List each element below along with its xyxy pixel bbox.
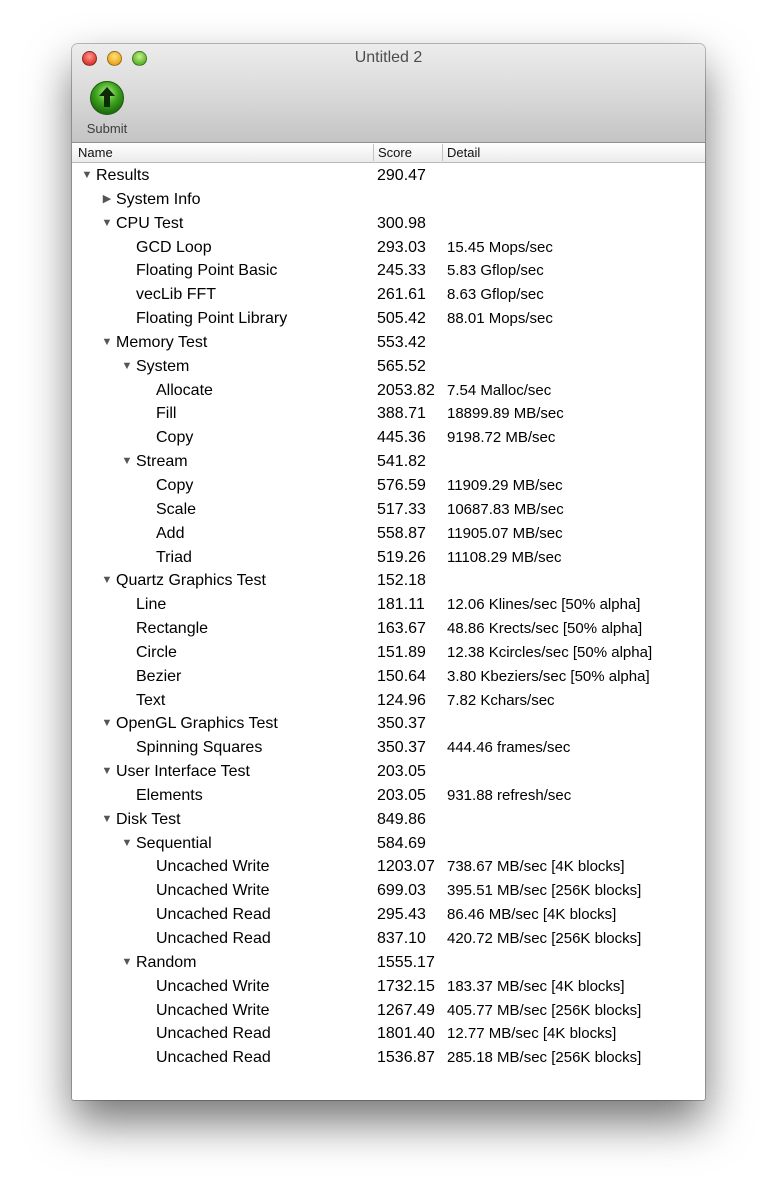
row-score: 300.98 (377, 214, 426, 232)
table-row[interactable] (72, 522, 705, 546)
row-name: vecLib FFT (136, 286, 217, 304)
row-name: Line (136, 596, 167, 614)
row-score: 576.59 (377, 476, 426, 494)
table-row[interactable] (72, 546, 705, 570)
row-score: 445.36 (377, 429, 426, 447)
row-score: 150.64 (377, 667, 426, 685)
disclosure-open-icon[interactable]: ▼ (121, 955, 133, 968)
row-detail: 395.51 MB/sec [256K blocks] (447, 882, 642, 900)
row-detail: 8.63 Gflop/sec (447, 286, 544, 304)
row-detail: 183.37 MB/sec [4K blocks] (447, 977, 625, 995)
table-row[interactable] (72, 975, 705, 999)
titlebar (72, 44, 705, 143)
row-name: Uncached Read (156, 1025, 271, 1043)
results-outline (72, 164, 705, 1070)
disclosure-open-icon[interactable]: ▼ (121, 359, 133, 372)
row-name: Stream (136, 453, 188, 471)
row-name: Uncached Read (156, 906, 271, 924)
row-detail: 10687.83 MB/sec (447, 500, 564, 518)
row-name: Text (136, 691, 166, 709)
table-row[interactable] (72, 259, 705, 283)
column-header-detail[interactable]: Detail (442, 144, 480, 161)
row-name: Uncached Read (156, 930, 271, 947)
row-name: System (136, 357, 190, 375)
row-score: 151.89 (377, 643, 426, 661)
row-score: 565.52 (377, 357, 426, 375)
row-detail: 88.01 Mops/sec (447, 310, 553, 328)
row-detail: 285.18 MB/sec [256K blocks] (447, 1049, 642, 1067)
row-detail: 11905.07 MB/sec (447, 524, 563, 542)
upload-arrow-icon (89, 80, 125, 116)
table-row[interactable] (72, 1022, 705, 1046)
row-score: 1801.40 (377, 1025, 435, 1043)
row-name: GCD Loop (136, 238, 212, 256)
row-name: Uncached Write (156, 882, 270, 900)
table-row[interactable] (72, 188, 705, 212)
disclosure-open-icon[interactable]: ▼ (121, 455, 133, 468)
row-detail: 420.72 MB/sec [256K blocks] (447, 930, 642, 947)
table-row[interactable] (72, 736, 705, 760)
row-score: 388.71 (377, 405, 426, 423)
row-name: Add (156, 524, 185, 542)
row-score: 699.03 (377, 882, 426, 900)
row-score: 124.96 (377, 691, 426, 709)
row-score: 541.82 (377, 453, 426, 471)
row-score: 245.33 (377, 262, 426, 280)
disclosure-open-icon[interactable]: ▼ (101, 812, 113, 825)
row-detail: 15.45 Mops/sec (447, 238, 553, 256)
row-name: CPU Test (116, 214, 184, 232)
app-window (72, 44, 705, 1100)
row-score: 350.37 (377, 715, 426, 733)
row-score: 519.26 (377, 548, 426, 566)
row-detail: 5.83 Gflop/sec (447, 262, 544, 280)
row-name: Random (136, 953, 197, 971)
table-row[interactable] (72, 283, 705, 307)
row-score: 1203.07 (377, 858, 435, 876)
row-detail: 48.86 Krects/sec [50% alpha] (447, 620, 643, 638)
row-name: Elements (136, 786, 203, 804)
disclosure-closed-icon[interactable]: ▶ (102, 192, 112, 205)
row-name: Floating Point Basic (136, 262, 278, 280)
row-score: 1555.17 (377, 953, 435, 971)
table-row[interactable] (72, 569, 705, 593)
row-score: 203.05 (377, 786, 426, 804)
table-row[interactable] (72, 474, 705, 498)
table-row[interactable] (72, 903, 705, 927)
table-row[interactable] (72, 593, 705, 617)
table-row[interactable] (72, 879, 705, 903)
table-row[interactable] (72, 665, 705, 689)
table-row[interactable] (72, 617, 705, 641)
row-name: Memory Test (116, 333, 208, 351)
table-row[interactable] (72, 355, 705, 379)
row-detail: 18899.89 MB/sec (447, 405, 564, 423)
table-row[interactable] (72, 450, 705, 474)
row-name: Disk Test (116, 810, 181, 828)
table-row[interactable] (72, 379, 705, 403)
window-title: Untitled 2 (354, 49, 423, 66)
row-detail: 7.54 Malloc/sec (447, 381, 552, 399)
table-row[interactable] (72, 712, 705, 736)
row-name: Floating Point Library (136, 310, 288, 328)
table-row[interactable] (72, 1046, 705, 1070)
row-score: 290.47 (377, 167, 426, 184)
disclosure-open-icon[interactable]: ▼ (101, 765, 113, 778)
row-score: 1732.15 (377, 977, 435, 995)
row-detail: 9198.72 MB/sec (447, 429, 556, 447)
table-row[interactable] (72, 164, 705, 188)
column-header-score[interactable]: Score (373, 144, 412, 161)
row-score: 2053.82 (377, 381, 435, 399)
row-score: 261.61 (377, 286, 426, 304)
row-detail: 7.82 Kchars/sec (447, 691, 555, 709)
table-row[interactable] (72, 832, 705, 856)
table-row[interactable] (72, 784, 705, 808)
disclosure-open-icon[interactable]: ▼ (101, 717, 113, 730)
table-row[interactable] (72, 307, 705, 331)
row-name: Uncached Write (156, 858, 270, 876)
table-row[interactable] (72, 331, 705, 355)
row-name: Bezier (136, 667, 182, 685)
disclosure-open-icon[interactable]: ▼ (101, 335, 113, 348)
row-name: Scale (156, 500, 197, 518)
table-row[interactable] (72, 426, 705, 450)
disclosure-open-icon[interactable]: ▼ (101, 216, 113, 229)
row-name: Sequential (136, 834, 212, 852)
row-score: 584.69 (377, 834, 426, 852)
column-header-name[interactable]: Name (78, 145, 113, 160)
table-row[interactable] (72, 212, 705, 236)
disclosure-open-icon[interactable]: ▼ (101, 574, 113, 587)
table-row[interactable] (72, 855, 705, 879)
row-detail: 3.80 Kbeziers/sec [50% alpha] (447, 667, 650, 685)
table-row[interactable] (72, 498, 705, 522)
row-score: 517.33 (377, 500, 426, 518)
row-score: 293.03 (377, 238, 426, 256)
row-score: 505.42 (377, 310, 426, 328)
row-name: Fill (156, 405, 177, 423)
table-header (72, 143, 705, 163)
row-detail: 405.77 MB/sec [256K blocks] (447, 1001, 642, 1019)
submit-label: Submit (86, 121, 128, 136)
row-name: Circle (136, 643, 177, 661)
row-name: Uncached Read (156, 1049, 271, 1067)
disclosure-open-icon[interactable]: ▼ (81, 169, 93, 181)
table-row[interactable] (72, 641, 705, 665)
row-name: Copy (156, 476, 194, 494)
table-row[interactable] (72, 402, 705, 426)
row-name: User Interface Test (116, 763, 250, 781)
row-detail: 12.38 Kcircles/sec [50% alpha] (447, 643, 653, 661)
row-detail: 12.06 Klines/sec [50% alpha] (447, 596, 641, 614)
row-score: 163.67 (377, 620, 426, 638)
table-row[interactable] (72, 236, 705, 260)
row-score: 1536.87 (377, 1049, 435, 1067)
row-detail: 444.46 frames/sec (447, 739, 571, 757)
row-name: Quartz Graphics Test (116, 572, 266, 590)
row-name: Triad (156, 548, 192, 566)
row-detail: 12.77 MB/sec [4K blocks] (447, 1025, 617, 1043)
row-name: Spinning Squares (136, 739, 263, 757)
row-name: OpenGL Graphics Test (116, 715, 278, 733)
row-name: Allocate (156, 381, 213, 399)
table-row[interactable] (72, 689, 705, 713)
row-name: Uncached Write (156, 977, 270, 995)
row-detail: 86.46 MB/sec [4K blocks] (447, 906, 617, 924)
row-score: 350.37 (377, 739, 426, 757)
table-row[interactable] (72, 760, 705, 784)
row-detail: 738.67 MB/sec [4K blocks] (447, 858, 625, 876)
disclosure-open-icon[interactable]: ▼ (121, 836, 133, 849)
submit-button[interactable] (82, 80, 132, 138)
table-row[interactable] (72, 927, 705, 951)
row-score: 553.42 (377, 333, 426, 351)
row-score: 152.18 (377, 572, 426, 590)
row-score: 837.10 (377, 930, 426, 947)
table-row[interactable] (72, 808, 705, 832)
row-name: System Info (116, 190, 201, 208)
row-score: 558.87 (377, 524, 426, 542)
row-score: 849.86 (377, 810, 426, 828)
row-score: 295.43 (377, 906, 426, 924)
row-name: Results (96, 167, 150, 184)
row-name: Rectangle (136, 620, 209, 638)
row-score: 203.05 (377, 763, 426, 781)
row-detail: 11108.29 MB/sec (447, 548, 562, 566)
row-score: 181.11 (377, 596, 425, 614)
row-detail: 11909.29 MB/sec (447, 476, 563, 494)
table-row[interactable] (72, 951, 705, 975)
row-name: Uncached Write (156, 1001, 270, 1019)
row-name: Copy (156, 429, 194, 447)
table-row[interactable] (72, 999, 705, 1023)
row-score: 1267.49 (377, 1001, 435, 1019)
row-detail: 931.88 refresh/sec (447, 786, 572, 804)
